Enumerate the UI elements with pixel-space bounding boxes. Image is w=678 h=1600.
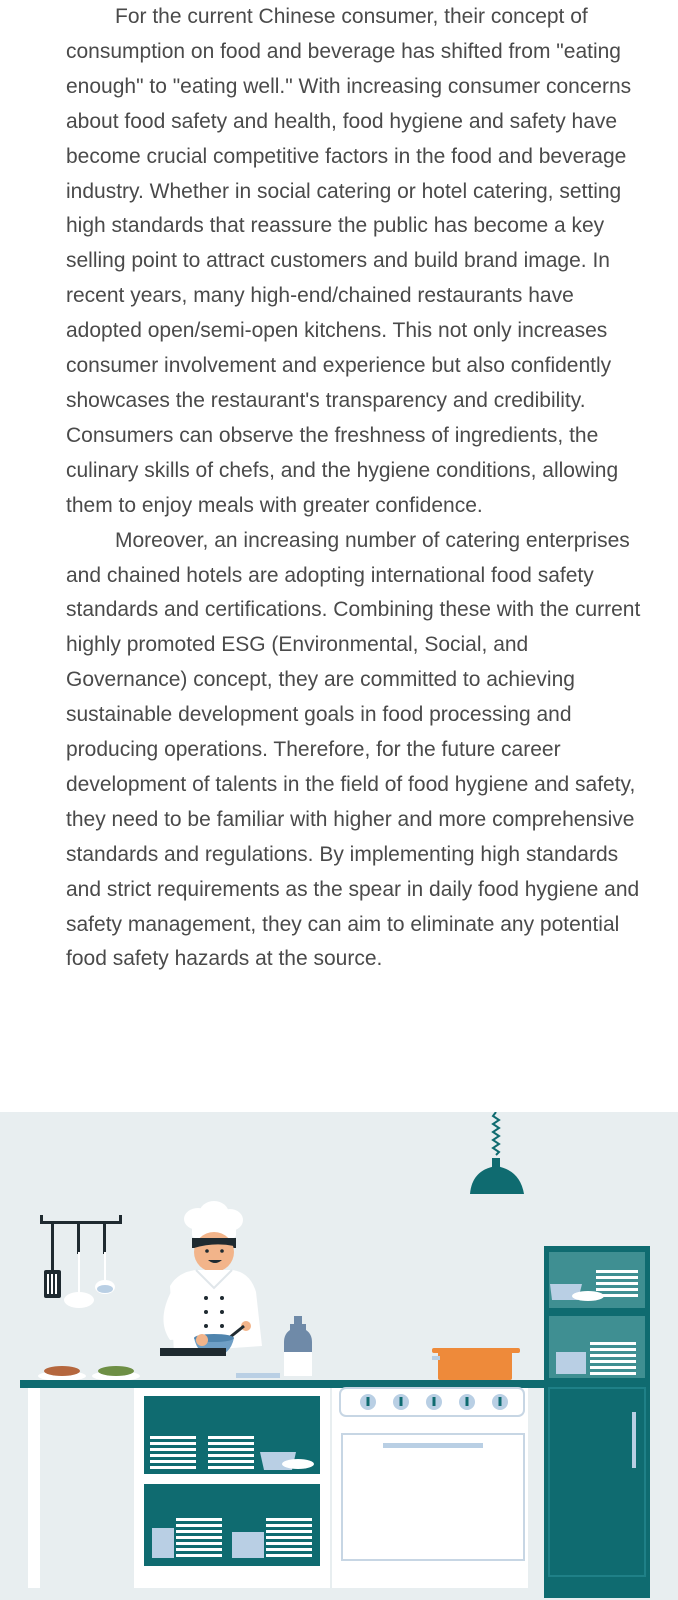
- paragraph-international-standards: Moreover, an increasing number of catering enterprises and chained hotels are adopting international food safety standards and certifications. Combining these with the current highly promoted ESG (Environmental, Social, and Governance) concept, they are committed to achieving sustainable development goals in food processing and producing operations. Therefore, for the future career development of talents in the field of food hygiene and safety, they need to be familiar with higher and more comprehensive standards and regulations. By implementing high standards and strict requirements as the spear in daily food hygiene and safety management, they can aim to eliminate any potential food safety hazards at the source.: [66, 528, 641, 971]
- kitchen-illustration: [0, 1112, 678, 1600]
- oven: [332, 1388, 528, 1588]
- paragraph-consumer-concepts: For the current Chinese consumer, their concept of consumption on food and beverage has shifted from "eating enough" to "eating well." With increasing consumer concerns about food safety and health, food hygiene and safety have become crucial competitive factors in the food and beverage industry. Whether in social catering or hotel catering, setting high standards that reassure the public has become a key selling point to attract customers and build brand image. In recent years, many high-end/chained restaurants have adopted open/semi-open kitchens. This not only increases consumer involvement and experience but also confidently showcases the restaurant's transparency and credibility. Consumers can observe the freshness of ingredients, the culinary skills of chefs, and the hygiene conditions, allowing them to enjoy meals with greater confidence.: [66, 5, 632, 517]
- article-body: [66, 0, 646, 977]
- cabinet: [544, 1246, 650, 1598]
- pot-icon: [432, 1348, 520, 1380]
